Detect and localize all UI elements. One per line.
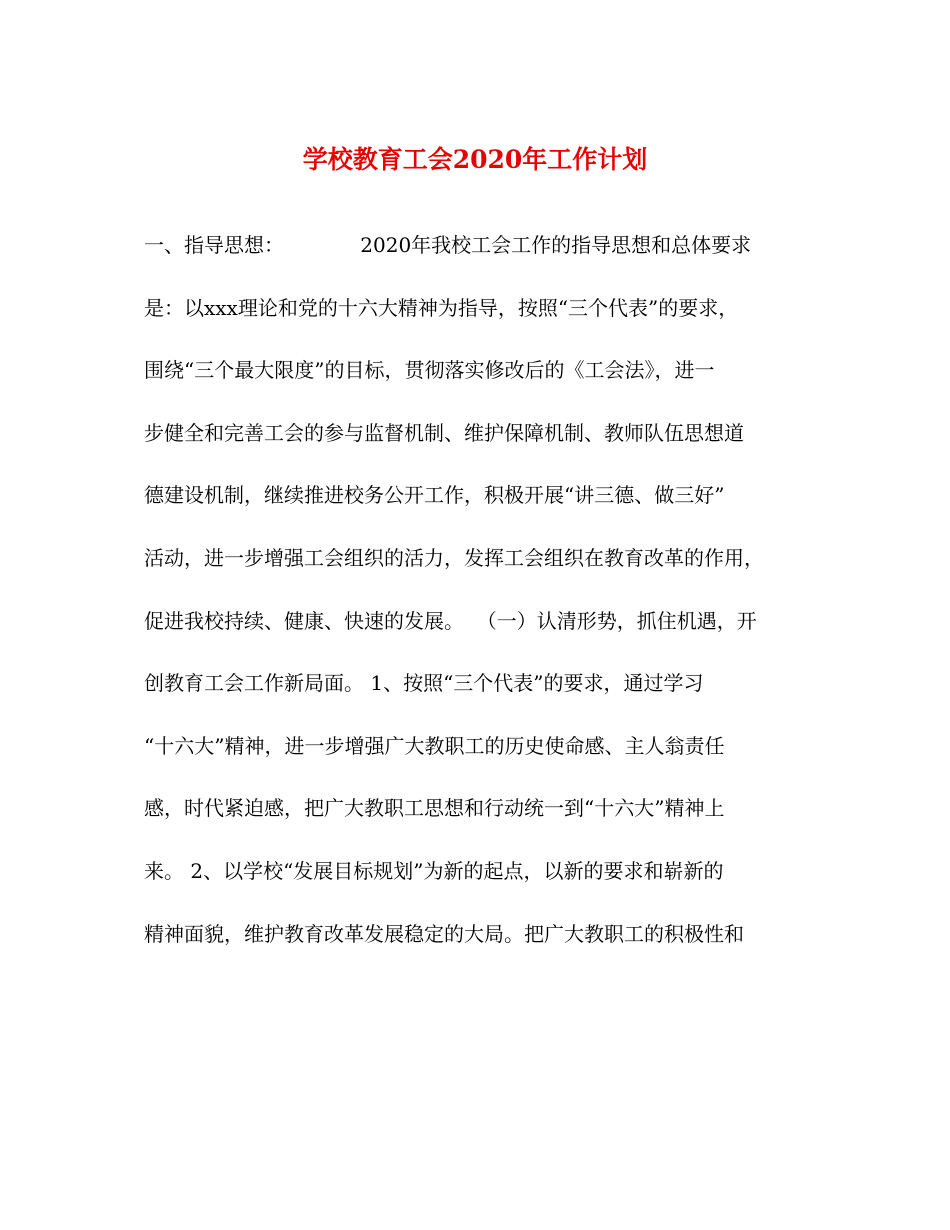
document-body	[144, 230, 814, 981]
document-title: 学校教育工会2020年工作计划	[302, 145, 648, 174]
body-line-8: 创教育工会工作新局面。 1、按照“三个代表”的要求，通过学习	[144, 671, 704, 696]
body-line-4: 步健全和完善工会的参与监督机制、维护保障机制、教师队伍思想道	[144, 420, 744, 445]
body-line-6: 活动，进一步增强工会组织的活力，发挥工会组织在教育改革的作用，	[144, 545, 764, 570]
body-line-12: 精神面貌，维护教育改革发展稳定的大局。把广大教职工的积极性和	[144, 921, 744, 946]
body-line-2: 是：以xxx理论和党的十六大精神为指导，按照“三个代表”的要求，	[144, 295, 739, 320]
body-line-9: “十六大”精神，进一步增强广大教职工的历史使命感、主人翁责任	[144, 733, 725, 758]
body-line-7: 促进我校持续、健康、快速的发展。 （一）认清形势，抓住机遇，开	[144, 608, 757, 633]
body-line-5: 德建设机制，继续推进校务公开工作，积极开展“讲三德、做三好”	[144, 483, 725, 508]
body-line-11: 来。 2、以学校“发展目标规划”为新的起点，以新的要求和崭新的	[144, 858, 724, 883]
body-line-1: 一、指导思想： 2020年我校工会工作的指导思想和总体要求	[144, 233, 752, 257]
body-line-10: 感，时代紧迫感，把广大教职工思想和行动统一到“十六大”精神上	[144, 796, 725, 821]
body-line-3: 围绕“三个最大限度”的目标，贯彻落实修改后的《工会法》，进一	[144, 358, 715, 383]
